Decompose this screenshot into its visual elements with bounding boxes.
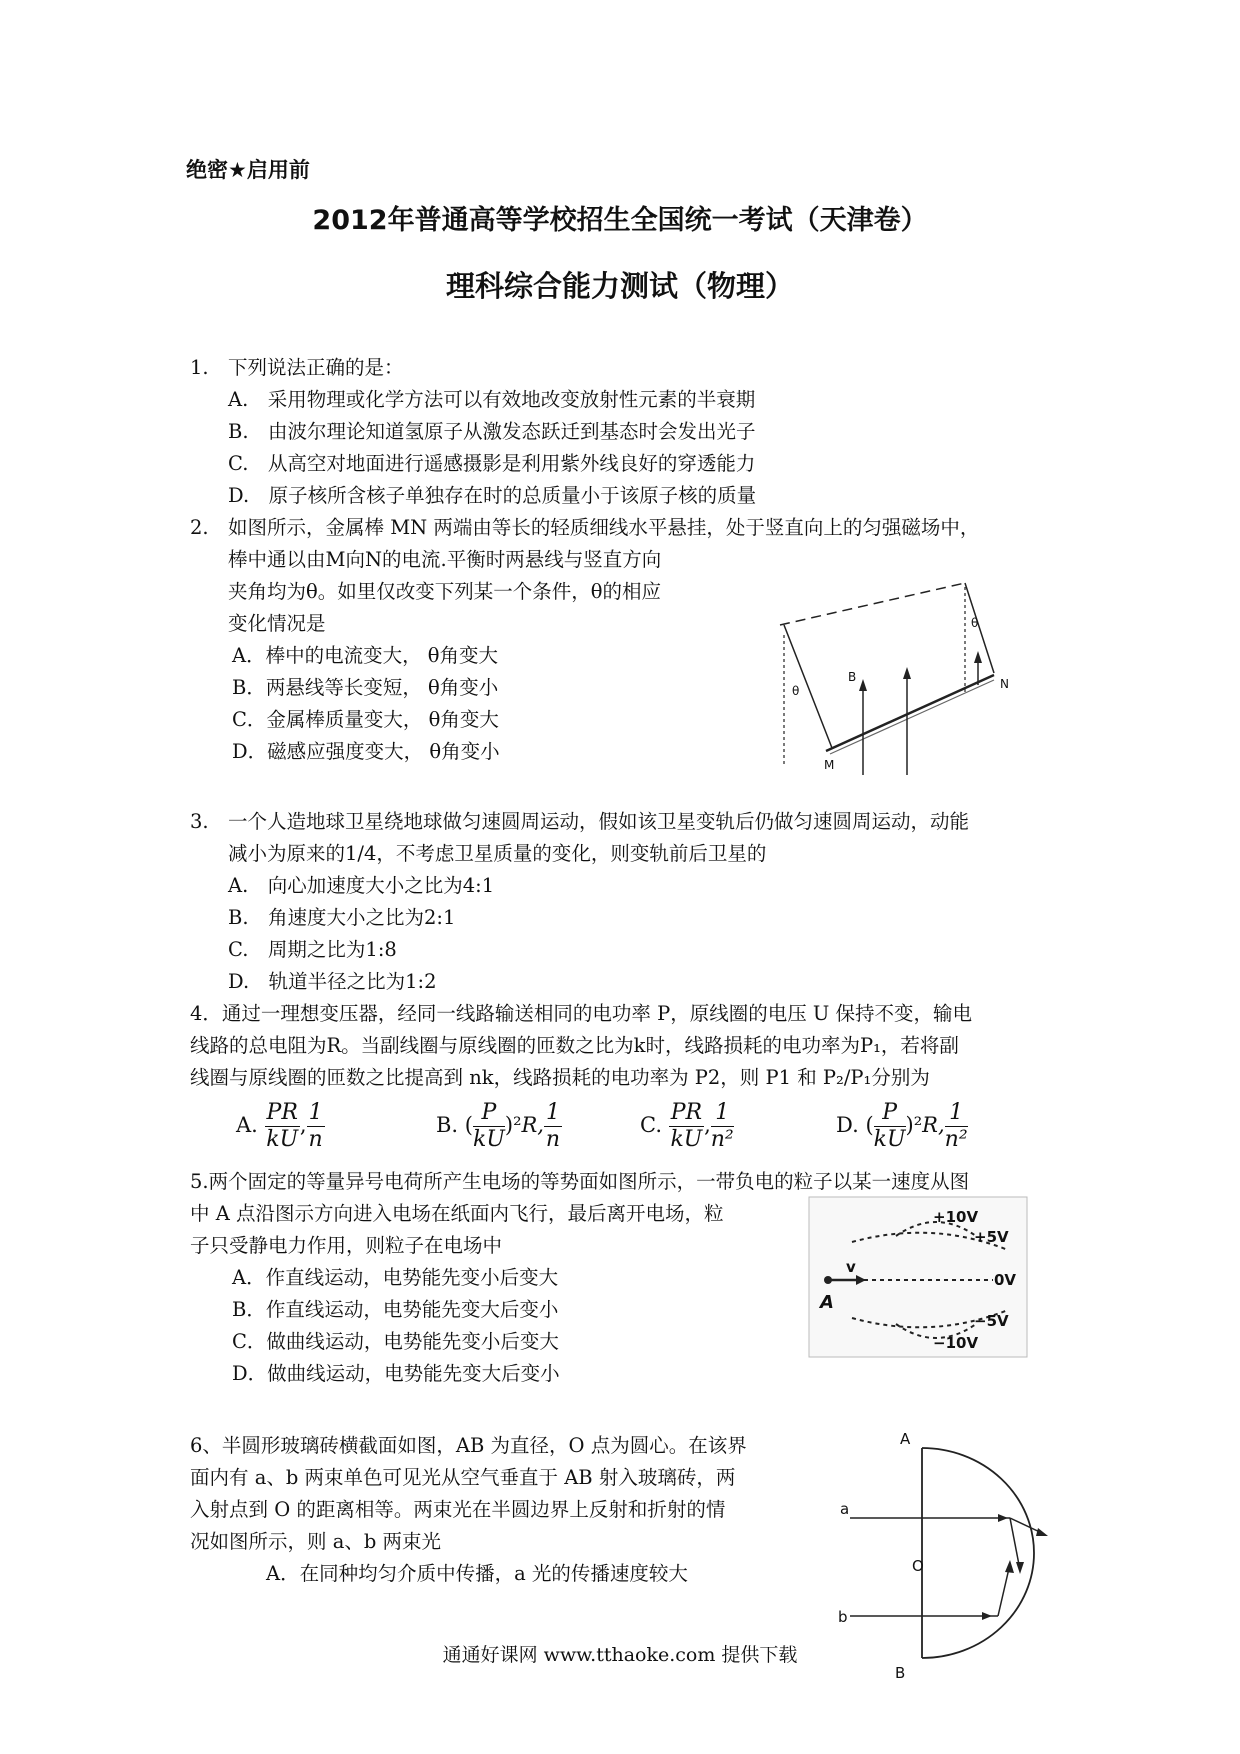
q4-option-c	[640, 1100, 734, 1153]
q4-d-frac-2-den: n²	[944, 1127, 968, 1152]
q4-b-close: )²	[504, 1113, 522, 1137]
q1-option-c: C. 从高空对地面进行遥感摄影是利用紫外线良好的穿透能力	[228, 452, 756, 475]
q4-option-a	[236, 1100, 325, 1153]
q5-stem-line-3: 子只受静电力作用，则粒子在电场中	[190, 1234, 503, 1257]
q4-d-close: )²	[905, 1113, 923, 1137]
q4-option-d	[836, 1100, 968, 1153]
q1-option-b: B. 由波尔理论知道氢原子从激发态跃迁到基态时会发出光子	[228, 420, 756, 443]
q4-stem-line-2: 线路的总电阻为R。当副线圈与原线圈的匝数之比为k时，线路损耗的电功率为P₁，若将副	[190, 1034, 959, 1057]
q4-a-frac-2-den: n	[308, 1127, 323, 1152]
q3-option-b: B. 角速度大小之比为2:1	[228, 906, 456, 929]
q3-option-c: C. 周期之比为1:8	[228, 938, 397, 961]
q2-stem-line-1: 如图所示，金属棒 MN 两端由等长的轻质细线水平悬挂，处于竖直向上的匀强磁场中，	[228, 516, 980, 539]
secret-label: 绝密★启用前	[186, 158, 310, 182]
q1-stem: 下列说法正确的是：	[228, 356, 404, 379]
q6-ray-b-reflected	[998, 1560, 1014, 1616]
q4-c-frac-2	[711, 1100, 734, 1153]
q5-label-p10: +10V	[933, 1208, 979, 1226]
q4-b-frac-2-num: 1	[546, 1100, 560, 1125]
q5-stem-line-1: 5.两个固定的等量异号电荷所产生电场的等势面如图所示，一带负电的粒子以某一速度从图	[190, 1170, 970, 1193]
q2-number: 2.	[190, 516, 209, 539]
q5-label-v: v	[846, 1258, 856, 1276]
q4-c-comma: ,	[704, 1113, 711, 1137]
q5-option-a: A．作直线运动，电势能先变小后变大	[232, 1266, 559, 1289]
q4-b-frac-1-den: kU	[473, 1127, 505, 1152]
q4-b-open: (	[464, 1113, 473, 1137]
q2-theta-left: θ	[792, 684, 800, 698]
q3-stem-line-1: 一个人造地球卫星绕地球做匀速圆周运动，假如该卫星变轨后仍做匀速圆周运动，动能	[228, 810, 970, 833]
q5-label-m5: −5V	[974, 1312, 1009, 1330]
q4-d-frac-1-den: kU	[873, 1127, 906, 1152]
q4-c-frac-2-num: 1	[711, 1100, 734, 1127]
q5-label-zero: 0V	[994, 1271, 1017, 1289]
q2-figure	[770, 575, 1020, 775]
q5-stem-line-2: 中 A 点沿图示方向进入电场在纸面内飞行，最后离开电场，粒	[190, 1202, 724, 1225]
q2-option-a: A．棒中的电流变大， θ角变大	[232, 644, 499, 667]
q4-b-frac-1-num: P	[473, 1100, 505, 1127]
q6-label-o: O	[912, 1557, 924, 1575]
q4-a-frac-1-den: kU	[266, 1127, 299, 1152]
q4-a-frac-2-num: 1	[308, 1100, 323, 1125]
exam-subtitle: 理科综合能力测试（物理）	[445, 269, 794, 303]
q1-number: 1.	[190, 356, 209, 379]
q5-option-b: B．作直线运动，电势能先变大后变小	[232, 1298, 559, 1321]
q4-c-frac-1-den: kU	[670, 1127, 703, 1152]
q2-label-n: N	[1000, 677, 1009, 691]
q4-option-a-label: A.	[236, 1113, 258, 1137]
q4-d-r: R,	[922, 1113, 945, 1137]
q4-stem-line-3: 线圈与原线圈的匝数之比提高到 nk，线路损耗的电功率为 P2，则 P1 和 P₂/P₁分别为	[190, 1066, 930, 1089]
q2-stem-line-3: 夹角均为θ。如里仅改变下列某一个条件，θ的相应	[228, 580, 661, 603]
q4-stem-line-1: 4．通过一理想变压器，经同一线路输送相同的电功率 P，原线圈的电压 U 保持不变，输电	[190, 1002, 973, 1025]
q5-figure	[808, 1196, 1028, 1358]
q4-c-frac-1-num: PR	[670, 1100, 703, 1125]
footer-source: 通通好课网 www.tthaoke.com 提供下载	[442, 1644, 798, 1666]
q4-option-c-label: C.	[640, 1113, 662, 1137]
q6-label-a-point: A	[900, 1430, 911, 1448]
q2-option-d: D．磁感应强度变大， θ角变小	[232, 740, 500, 763]
q3-number: 3.	[190, 810, 209, 833]
q2-option-b: B．两悬线等长变短， θ角变小	[232, 676, 499, 699]
q2-ceiling-line	[780, 583, 965, 625]
q6-label-b-ray: b	[838, 1608, 848, 1626]
q6-option-a: A．在同种均匀介质中传播，a 光的传播速度较大	[266, 1562, 688, 1585]
q1-option-a: A. 采用物理或化学方法可以有效地改变放射性元素的半衰期	[228, 388, 756, 411]
q5-label-p5: +5V	[974, 1228, 1009, 1246]
q6-stem-line-2: 面内有 a、b 两束单色可见光从空气垂直于 AB 射入玻璃砖，两	[190, 1466, 736, 1489]
q5-option-c: C．做曲线运动，电势能先变小后变大	[232, 1330, 559, 1353]
q4-option-b-label: B.	[436, 1113, 459, 1137]
q2-stem-line-4: 变化情况是	[228, 612, 326, 635]
q4-option-d-label: D.	[836, 1113, 859, 1137]
q4-b-r: R,	[521, 1113, 544, 1137]
q3-option-d: D. 轨道半径之比为1:2	[228, 970, 437, 993]
q4-a-frac-1	[265, 1100, 300, 1153]
q4-d-frac-2	[945, 1100, 968, 1153]
q6-stem-line-1: 6、半圆形玻璃砖横截面如图，AB 为直径，O 点为圆心。在该界	[190, 1434, 747, 1457]
q5-label-m10: −10V	[933, 1334, 979, 1352]
q6-stem-line-3: 入射点到 O 的距离相等。两束光在半圆边界上反射和折射的情	[190, 1498, 726, 1521]
q4-b-frac-2-den: n	[545, 1127, 561, 1152]
q2-label-b: B	[848, 670, 857, 684]
q4-d-open: (	[865, 1113, 874, 1137]
q4-d-frac-1-num: P	[874, 1100, 906, 1127]
exam-title: 2012年普通高等学校招生全国统一考试（天津卷）	[312, 205, 928, 236]
q1-option-d: D. 原子核所含核子单独存在时的总质量小于该原子核的质量	[228, 484, 757, 507]
q2-theta-right: θ	[971, 616, 979, 630]
q4-a-comma: ,	[299, 1113, 307, 1137]
q4-c-frac-2-den: n²	[710, 1127, 734, 1152]
q4-b-frac-1	[473, 1100, 505, 1153]
q2-label-m: M	[824, 758, 835, 772]
q6-label-a-ray: a	[840, 1500, 850, 1518]
q4-a-frac-2	[307, 1100, 325, 1153]
q2-option-c: C．金属棒质量变大， θ角变大	[232, 708, 499, 731]
q6-stem-line-4: 况如图所示，则 a、b 两束光	[190, 1530, 442, 1553]
q4-d-frac-1	[874, 1100, 906, 1153]
q6-ray-b	[850, 1612, 998, 1620]
q2-stem-line-2: 棒中通以由M向N的电流.平衡时两悬线与竖直方向	[228, 548, 662, 571]
q2-rod-shade	[830, 680, 994, 754]
q3-option-a: A. 向心加速度大小之比为4:1	[228, 874, 495, 897]
q6-ray-a-reflected	[1010, 1518, 1024, 1574]
q3-stem-line-2: 减小为原来的1/4，不考虑卫星质量的变化，则变轨前后卫星的	[228, 842, 767, 865]
q4-d-frac-2-num: 1	[945, 1100, 968, 1127]
q4-option-b	[436, 1100, 562, 1153]
q2-field-arrow-1	[859, 679, 867, 775]
q6-label-b-point: B	[895, 1664, 906, 1682]
q5-option-d: D．做曲线运动，电势能先变大后变小	[232, 1362, 560, 1385]
q4-b-frac-2	[544, 1100, 562, 1153]
q4-c-frac-1	[669, 1100, 704, 1153]
q2-rod	[826, 675, 994, 751]
q4-a-frac-1-num: PR	[266, 1100, 298, 1125]
q5-label-a: A	[820, 1292, 834, 1313]
q6-ray-a	[850, 1514, 1010, 1522]
